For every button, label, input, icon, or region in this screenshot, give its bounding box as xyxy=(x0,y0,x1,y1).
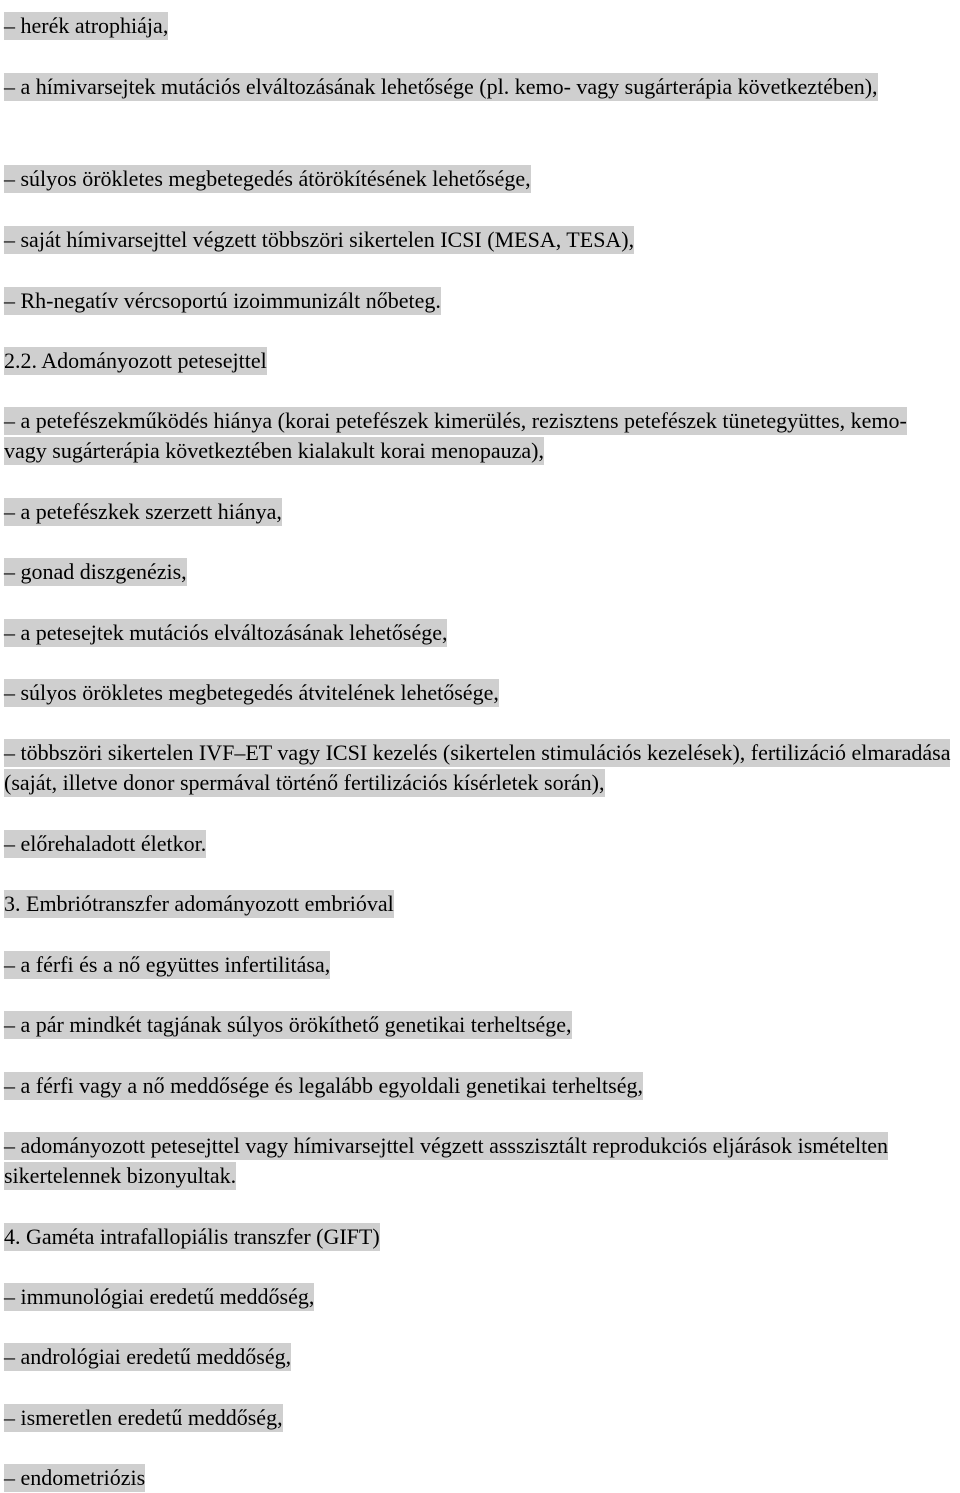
list-item xyxy=(4,829,954,859)
section-heading-text: 4. Gaméta intrafallopiális transzfer (GIFT) xyxy=(4,1224,380,1249)
list-item xyxy=(4,678,954,708)
list-item xyxy=(4,225,954,255)
list-item-text: – a petefészekműködés hiánya (korai petefészek kimerülés, rezisztens petefészek tünetegyüttes, kemo- vagy sugárterápia következtében kialakult korai menopauza), xyxy=(4,408,907,463)
list-item xyxy=(4,11,954,41)
list-item xyxy=(4,1463,954,1493)
list-item-text: – immunológiai eredetű meddőség, xyxy=(4,1284,315,1309)
list-item-text: – saját hímivarsejttel végzett többszöri sikertelen ICSI (MESA, TESA), xyxy=(4,227,635,252)
section-heading xyxy=(4,346,954,376)
list-item-text: – a pár mindkét tagjának súlyos örökíthető genetikai terheltsége, xyxy=(4,1012,572,1037)
list-item-text: – endometriózis xyxy=(4,1465,146,1490)
list-item xyxy=(4,557,954,587)
list-item xyxy=(4,618,954,648)
list-item-text: – a férfi vagy a nő meddősége és legalább egyoldali genetikai terheltség, xyxy=(4,1073,643,1098)
list-item xyxy=(4,1403,954,1433)
list-item xyxy=(4,1071,954,1101)
list-item xyxy=(4,72,954,102)
list-item-text: – súlyos örökletes megbetegedés átvitelének lehetősége, xyxy=(4,680,499,705)
list-item-text: – gonad diszgenézis, xyxy=(4,559,187,584)
list-item-text: – Rh-negatív vércsoportú izoimmunizált nőbeteg. xyxy=(4,288,441,313)
list-item-text: – a petesejtek mutációs elváltozásának lehetősége, xyxy=(4,620,448,645)
list-item xyxy=(4,950,954,980)
list-item xyxy=(4,738,954,798)
list-item xyxy=(4,1010,954,1040)
list-item-text: – herék atrophiája, xyxy=(4,13,169,38)
list-item xyxy=(4,164,954,194)
list-item-text: – a petefészkek szerzett hiánya, xyxy=(4,499,282,524)
list-item-text: – a hímivarsejtek mutációs elváltozásának lehetősége (pl. kemo- vagy sugárterápia következtében), xyxy=(4,74,878,99)
list-item xyxy=(4,406,954,466)
list-item-text: – a férfi és a nő együttes infertilitása, xyxy=(4,952,331,977)
list-item-text: – andrológiai eredetű meddőség, xyxy=(4,1344,292,1369)
list-item xyxy=(4,497,954,527)
section-heading-text: 2.2. Adományozott petesejttel xyxy=(4,348,267,373)
list-item xyxy=(4,1342,954,1372)
list-item-text: – többszöri sikertelen IVF–ET vagy ICSI kezelés (sikertelen stimulációs kezelések), fertilizáció elmaradása (saját, illetve donor spermával történő fertilizációs kísérletek során), xyxy=(4,740,951,795)
section-heading-text: 3. Embriótranszfer adományozott embrióval xyxy=(4,891,394,916)
list-item-text: – előrehaladott életkor. xyxy=(4,831,207,856)
list-item xyxy=(4,286,954,316)
list-item-text: – súlyos örökletes megbetegedés átörökítésének lehetősége, xyxy=(4,166,531,191)
list-item-text: – adományozott petesejttel vagy hímivarsejttel végzett assszisztált reprodukciós eljárások ismételten sikertelennek bizonyultak. xyxy=(4,1133,888,1188)
list-item xyxy=(4,1282,954,1312)
section-heading xyxy=(4,1222,954,1252)
list-item-text: – ismeretlen eredetű meddőség, xyxy=(4,1405,283,1430)
list-item xyxy=(4,1131,954,1191)
section-heading xyxy=(4,889,954,919)
